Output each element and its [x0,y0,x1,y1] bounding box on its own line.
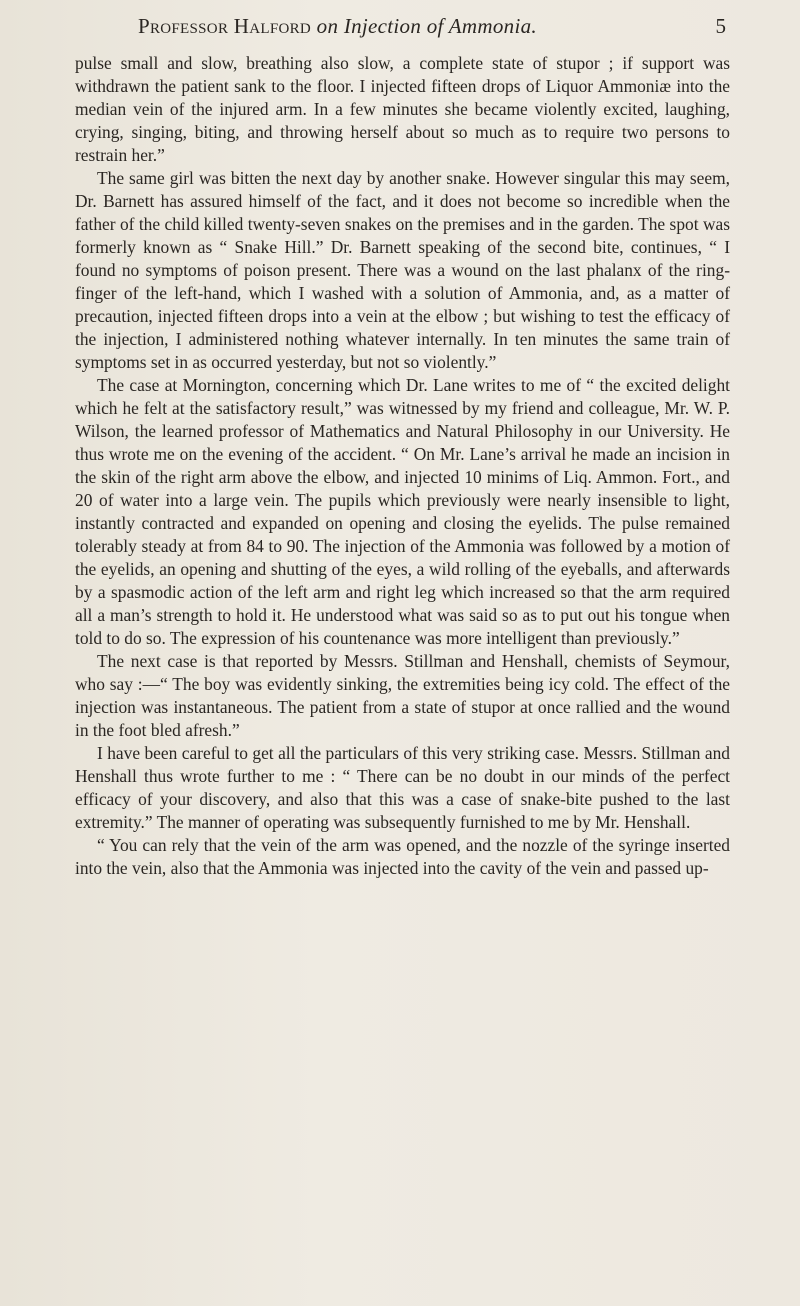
body-text [75,52,730,880]
paragraph-1: pulse small and slow, breathing also slow, a complete state of stupor ; if support was withdrawn the patient sank to the floor. I injected fifteen drops of Liquor Ammoniæ into the median vein of the injured arm. In a few minutes she became violently excited, laughing, crying, singing, biting, and throwing herself about so much as to require two persons to restrain her.” [75,53,730,165]
paragraph-6: “ You can rely that the vein of the arm was opened, and the nozzle of the syringe inserted into the vein, also that the Ammonia was injected into the cavity of the vein and passed up- [75,835,730,878]
running-head-title [138,14,537,39]
paragraph-4: The next case is that reported by Messrs. Stillman and Henshall, chemists of Seymour, who say :—“ The boy was evidently sinking, the extremities being icy cold. The effect of the injection was instantaneous. The patient from a state of stupor at once rallied and the wound in the foot bled afresh.” [75,651,730,740]
paragraph-2: The same girl was bitten the next day by another snake. However singular this may seem, Dr. Barnett has assured himself of the fact, and it does not become so incredible when the father of the child killed twenty-seven snakes on the premises and in the garden. The spot was formerly known as “ Snake Hill.” Dr. Barnett speaking of the second bite, continues, “ I found no symptoms of poison present. There was a wound on the last phalanx of the ring-finger of the left-hand, which I washed with a solution of Ammonia, and, as a matter of precaution, injected fifteen drops into a vein at the elbow ; but wishing to test the efficacy of the injection, I administered nothing whatever internally. In ten minutes the same train of symptoms set in as occurred yesterday, but not so violently.” [75,168,730,372]
page-number: 5 [715,14,726,38]
header-connector: on [316,14,339,38]
paragraph-5: I have been careful to get all the particulars of this very striking case. Messrs. Stillman and Henshall thus wrote further to me : “ There can be no doubt in our minds of the perfect efficacy of your discovery, and also that this was a case of snake-bite pushed to the last extremity.” The manner of operating was subsequently furnished to me by Mr. Henshall. [75,743,730,832]
header-author: Professor Halford [138,14,312,38]
header-subject: Injection of Ammonia. [343,14,537,38]
paragraph-3: The case at Mornington, concerning which Dr. Lane writes to me of “ the excited delight which he felt at the satisfactory result,” was witnessed by my friend and colleague, Mr. W. P. Wilson, the learned professor of Mathematics and Natural Philosophy in our University. He thus wrote me on the evening of the accident. “ On Mr. Lane’s arrival he made an incision in the skin of the right arm above the elbow, and injected 10 minims of Liq. Ammon. Fort., and 20 of water into a large vein. The pupils which previously were nearly insensible to light, instantly contracted and expanded on opening and closing the eyelids. The pulse remained tolerably steady at from 84 to 90. The injection of the Ammonia was followed by a motion of the eyelids, an opening and shutting of the eyes, a wild rolling of the eyeballs, and afterwards by a spasmodic action of the left arm and right leg which increased so that the arm required all a man’s strength to hold it. He understood what was said so as to put out his tongue when told to do so. The expression of his countenance was more intelligent than previously.” [75,375,730,648]
running-head [70,14,730,44]
